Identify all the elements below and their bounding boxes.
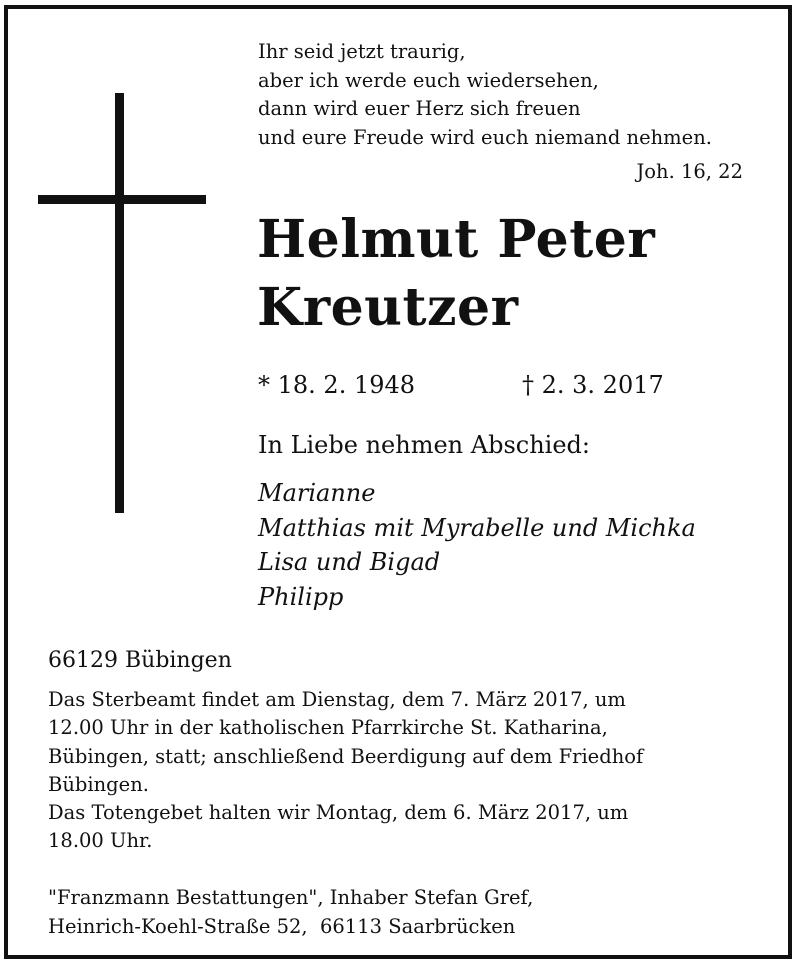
undertaker-line1: "Franzmann Bestattungen", Inhaber Stefan Gref, (48, 886, 534, 909)
notice-line: 12.00 Uhr in der katholischen Pfarrkirche St. Katharina, (48, 716, 608, 740)
funeral-notice (48, 686, 768, 856)
cross-icon-vertical-bar (115, 93, 124, 513)
bible-verse (258, 38, 712, 152)
notice-line: Das Sterbeamt findet am Dienstag, dem 7. März 2017, um (48, 688, 626, 711)
verse-reference: Joh. 16, 22 (636, 160, 743, 183)
mourner-item: Philipp (258, 582, 344, 611)
notice-line: 18.00 Uhr. (48, 829, 153, 853)
mourner-item: Marianne (258, 479, 376, 507)
verse-line: dann wird euer Herz sich freuen (258, 97, 581, 120)
notice-line: Das Totengebet halten wir Montag, dem 6. März 2017, um (48, 801, 629, 825)
notice-line: Bübingen. (48, 772, 149, 796)
verse-line: aber ich werde euch wiedersehen, (258, 68, 599, 92)
mourner-item: Matthias mit Myrabelle und Michka (258, 513, 696, 542)
death-date: † 2. 3. 2017 (522, 371, 664, 399)
undertaker-info (48, 884, 533, 941)
deceased-name-line2: Kreutzer (257, 277, 519, 338)
deceased-name-line1: Helmut Peter (257, 209, 656, 270)
verse-line: und eure Freude wird euch niemand nehmen. (258, 125, 712, 149)
cross-icon-horizontal-bar (38, 195, 206, 204)
place-location: 66129 Bübingen (48, 648, 232, 673)
farewell-heading: In Liebe nehmen Abschied: (258, 431, 590, 459)
verse-line: Ihr seid jetzt traurig, (258, 40, 466, 63)
mourners-list (258, 476, 696, 614)
mourner-item: Lisa und Bigad (258, 548, 441, 576)
undertaker-line2: Heinrich-Koehl-Straße 52, 66113 Saarbrücken (48, 914, 516, 938)
birth-date: * 18. 2. 1948 (258, 371, 416, 399)
notice-line: Bübingen, statt; anschließend Beerdigung auf dem Friedhof (48, 744, 644, 768)
deceased-name (257, 206, 655, 342)
